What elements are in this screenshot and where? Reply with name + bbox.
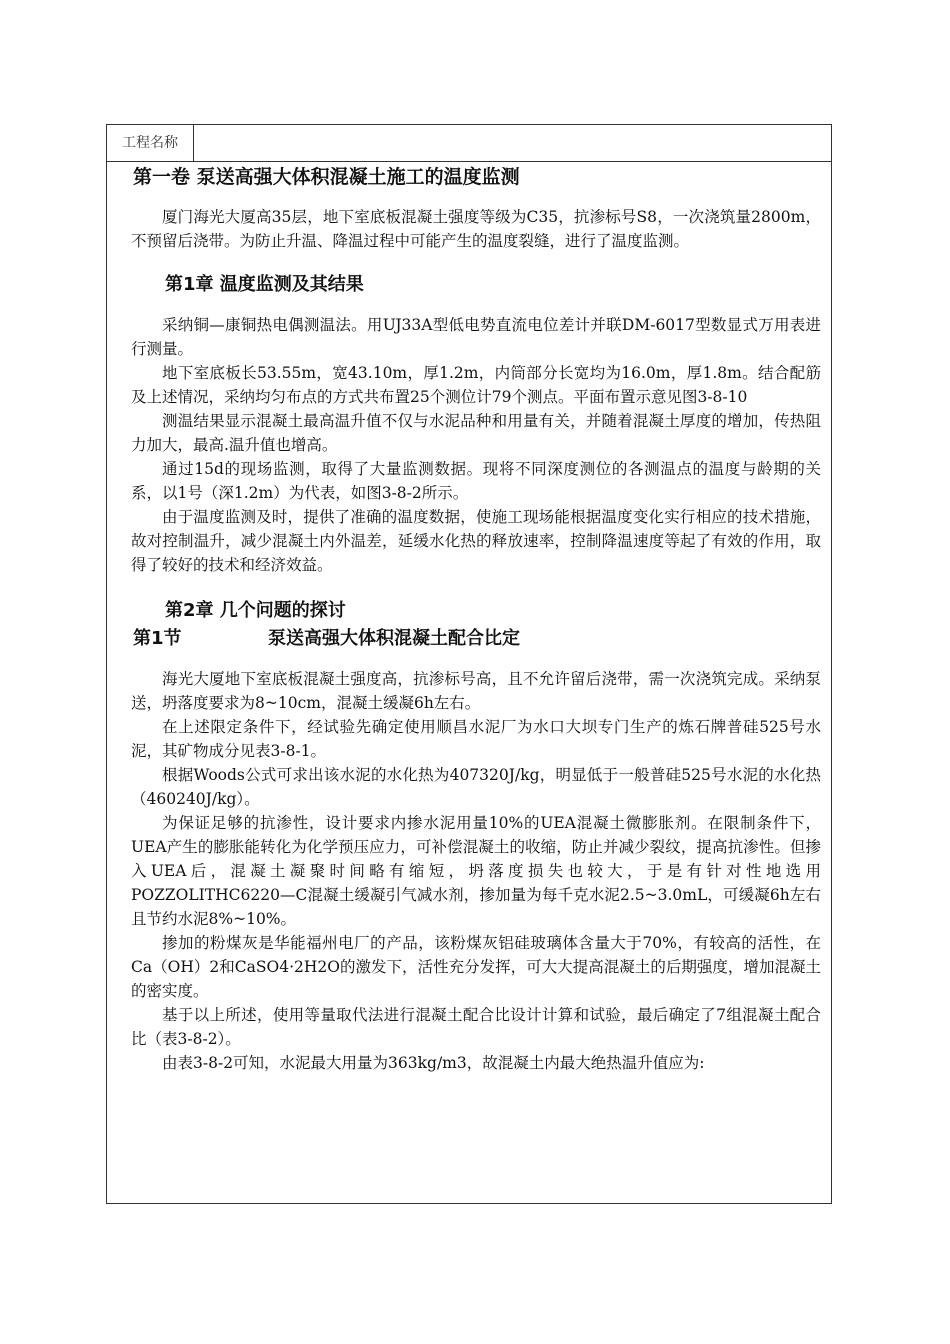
section1-paragraph: 基于以上所述，使用等量取代法进行混凝土配合比设计计算和试验，最后确定了7组混凝土配合比（表3-8-2）。 bbox=[131, 1006, 821, 1048]
chapter1-paragraph: 通过15d的现场监测，取得了大量监测数据。现将不同深度测位的各测温点的温度与龄期的关系，以1号（深1.2m）为代表，如图3-8-2所示。 bbox=[131, 460, 821, 502]
intro-paragraph: 厦门海光大厦高35层，地下室底板混凝土强度等级为C35，抗渗标号S8，一次浇筑量2800m，不预留后浇带。为防止升温、降温过程中可能产生的温度裂缝，进行了温度监测。 bbox=[131, 208, 821, 250]
chapter1-paragraph: 采纳铜—康铜热电偶测温法。用UJ33A型低电势直流电位差计并联DM-6017型数显式万用表进行测量。 bbox=[131, 316, 821, 358]
section1-number: 第1节 bbox=[133, 628, 182, 649]
chapter1-paragraph: 地下室底板长53.55m，宽43.10m，厚1.2m，内筒部分长宽均为16.0m，厚1.8m。结合配筋及上述情况，采纳均匀布点的方式共布置25个测位计79个测点。平面布置示意见图3-8-10 bbox=[131, 364, 821, 406]
section1-paragraph: 为保证足够的抗渗性，设计要求内掺水泥用量10%的UEA混凝土微膨胀剂。在限制条件下，UEA产生的膨胀能转化为化学预压应力，可补偿混凝土的收缩，防止并减少裂纹，提高抗渗性。但掺入UEA后，混凝土凝聚时间略有缩短，坍落度损失也较大，于是有针对性地选用POZZOLITHC6220—C混凝土缓凝引气减水剂，掺加量为每千克水泥2.5~3.0mL，可缓凝6h左右且节约水泥8%~10%。 bbox=[131, 814, 821, 928]
section1-heading bbox=[133, 625, 821, 653]
section1-paragraph: 由表3-8-2可知，水泥最大用量为363kg/m3，故混凝土内最大绝热温升值应为: bbox=[162, 1054, 705, 1072]
document-frame bbox=[106, 124, 832, 1204]
section1-paragraph: 在上述限定条件下，经试验先确定使用顺昌水泥厂为水口大坝专门生产的炼石牌普硅525号水泥，其矿物成分见表3-8-1。 bbox=[131, 718, 821, 760]
section1-paragraph: 掺加的粉煤灰是华能福州电厂的产品，该粉煤灰铝硅玻璃体含量大于70%，有较高的活性，在Ca（OH）2和CaSO4·2H2O的激发下，活性充分发挥，可大大提高混凝土的后期强度，增加混凝土的密实度。 bbox=[131, 934, 821, 1000]
chapter1-paragraph: 由于温度监测及时，提供了准确的温度数据，使施工现场能根据温度变化实行相应的技术措施，故对控制温升，减少混凝土内外温差，延缓水化热的释放速率，控制降温速度等起了有效的作用，取得了较好的技术和经济效益。 bbox=[131, 508, 821, 574]
header-row bbox=[107, 125, 831, 162]
section1-paragraph: 海光大厦地下室底板混凝土强度高，抗渗标号高，且不允许留后浇带，需一次浇筑完成。采纳泵送，坍落度要求为8~10cm，混凝土缓凝6h左右。 bbox=[131, 670, 821, 712]
section1-paragraph: 根据Woods公式可求出该水泥的水化热为407320J/kg，明显低于一般普硅525号水泥的水化热（460240J/kg）。 bbox=[131, 766, 821, 808]
volume-title: 第一卷 泵送高强大体积混凝土施工的温度监测 bbox=[133, 166, 520, 188]
chapter1-paragraph: 测温结果显示混凝土最高温升值不仅与水泥品种和用量有关，并随着混凝土厚度的增加，传热阻力加大，最高.温升值也增高。 bbox=[131, 412, 821, 454]
document-body bbox=[131, 161, 821, 1075]
project-name-label: 工程名称 bbox=[107, 125, 194, 161]
chapter1-title: 第1章 温度监测及其结果 bbox=[165, 274, 364, 295]
chapter2-title: 第2章 几个问题的探讨 bbox=[165, 600, 346, 621]
section1-title: 泵送高强大体积混凝土配合比定 bbox=[268, 628, 520, 649]
